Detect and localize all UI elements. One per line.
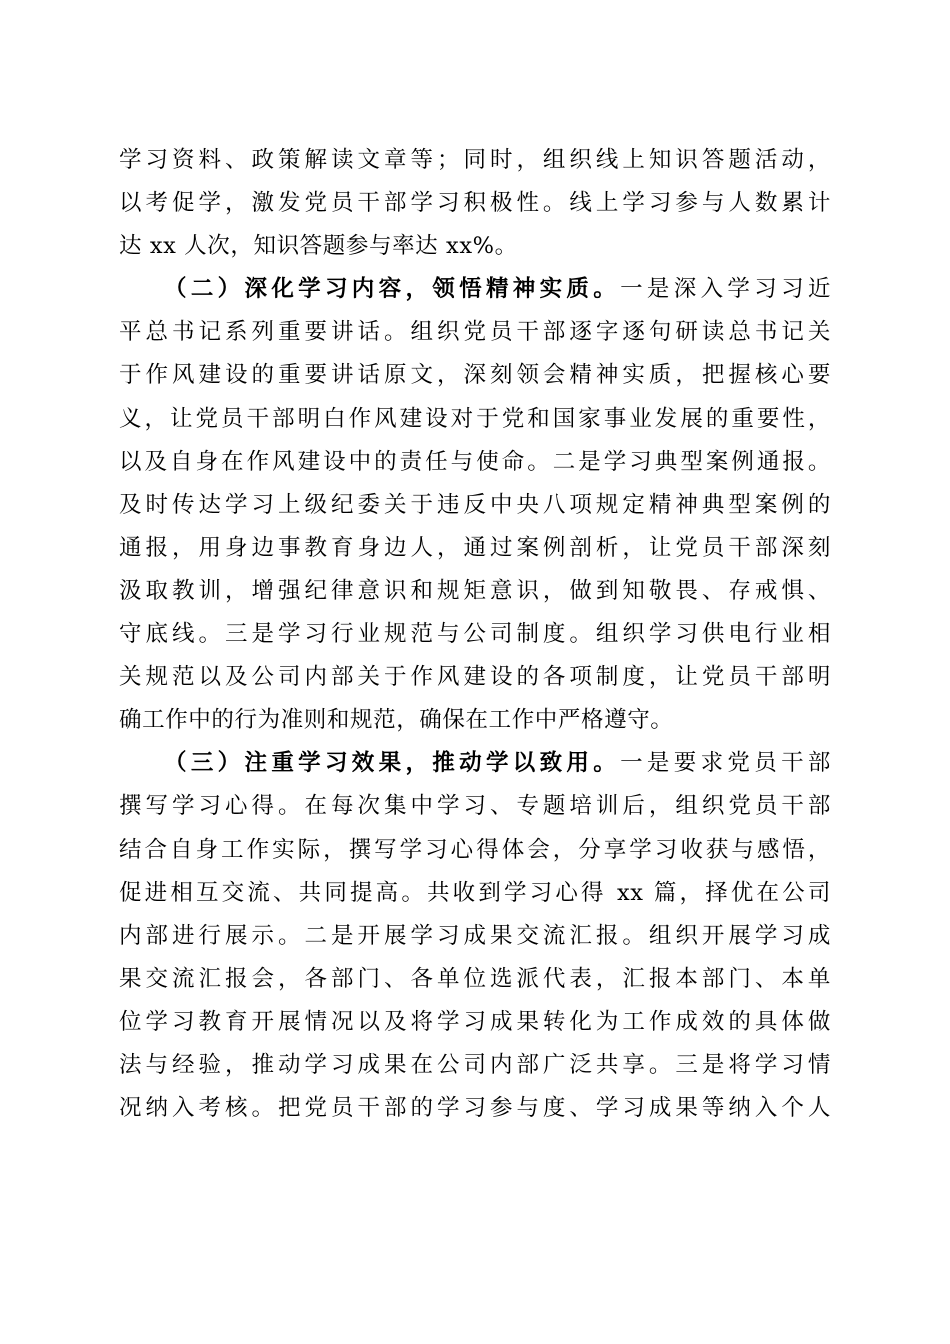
text-line: 达 xx 人次，知识答题参与率达 xx%。 [119, 233, 518, 260]
text-line: 通报，用身边事教育身边人，通过案例剖析，让党员干部深刻 [119, 534, 831, 561]
text-line: 位学习教育开展情况以及将学习成果转化为工作成效的具体做 [119, 1008, 831, 1035]
text-line: 于作风建设的重要讲话原文，深刻领会精神实质，把握核心要 [119, 362, 831, 389]
text-line [119, 742, 831, 785]
text-line: 及时传达学习上级纪委关于违反中央八项规定精神典型案例的 [119, 491, 831, 518]
text-line: 撰写学习心得。在每次集中学习、专题培训后，组织党员干部 [119, 793, 831, 820]
text-line [119, 268, 831, 311]
text-line: 汲取教训，增强纪律意识和规矩意识，做到知敬畏、存戒惧、 [119, 577, 831, 604]
text-line: 促进相互交流、共同提高。共收到学习心得 xx 篇，择优在公司 [119, 879, 831, 906]
paragraph-deepen-content [119, 268, 831, 742]
text-line: 确工作中的行为准则和规范，确保在工作中严格遵守。 [119, 707, 674, 734]
text-line: 义，让党员干部明白作风建设对于党和国家事业发展的重要性， [119, 405, 831, 432]
text-line: 以及自身在作风建设中的责任与使命。二是学习典型案例通报。 [119, 448, 831, 475]
section-heading: （三）注重学习效果，推动学以致用。 [164, 750, 621, 777]
text-run: 一是深入学习习近 [620, 276, 831, 303]
text-line: 果交流汇报会，各部门、各单位选派代表，汇报本部门、本单 [119, 965, 831, 992]
text-line: 平总书记系列重要讲话。组织党员干部逐字逐句研读总书记关 [119, 319, 831, 346]
text-line: 法与经验，推动学习成果在公司内部广泛共享。三是将学习情 [119, 1051, 831, 1078]
text-line: 结合自身工作实际，撰写学习心得体会，分享学习收获与感悟， [119, 836, 831, 863]
text-line: 学习资料、政策解读文章等；同时，组织线上知识答题活动， [119, 147, 831, 173]
text-line: 以考促学，激发党员干部学习积极性。线上学习参与人数累计 [119, 190, 831, 217]
text-line: 关规范以及公司内部关于作风建设的各项制度，让党员干部明 [119, 664, 831, 691]
text-run: 一是要求党员干部 [620, 750, 831, 777]
document-body [119, 139, 831, 1130]
section-heading: （二）深化学习内容，领悟精神实质。 [164, 276, 621, 303]
text-line: 内部进行展示。二是开展学习成果交流汇报。组织开展学习成 [119, 922, 831, 949]
paragraph-learning-effect [119, 742, 831, 1130]
text-line: 况纳入考核。把党员干部的学习参与度、学习成果等纳入个人 [119, 1095, 831, 1122]
paragraph-online-learning [119, 139, 831, 268]
text-line: 守底线。三是学习行业规范与公司制度。组织学习供电行业相 [119, 621, 831, 648]
